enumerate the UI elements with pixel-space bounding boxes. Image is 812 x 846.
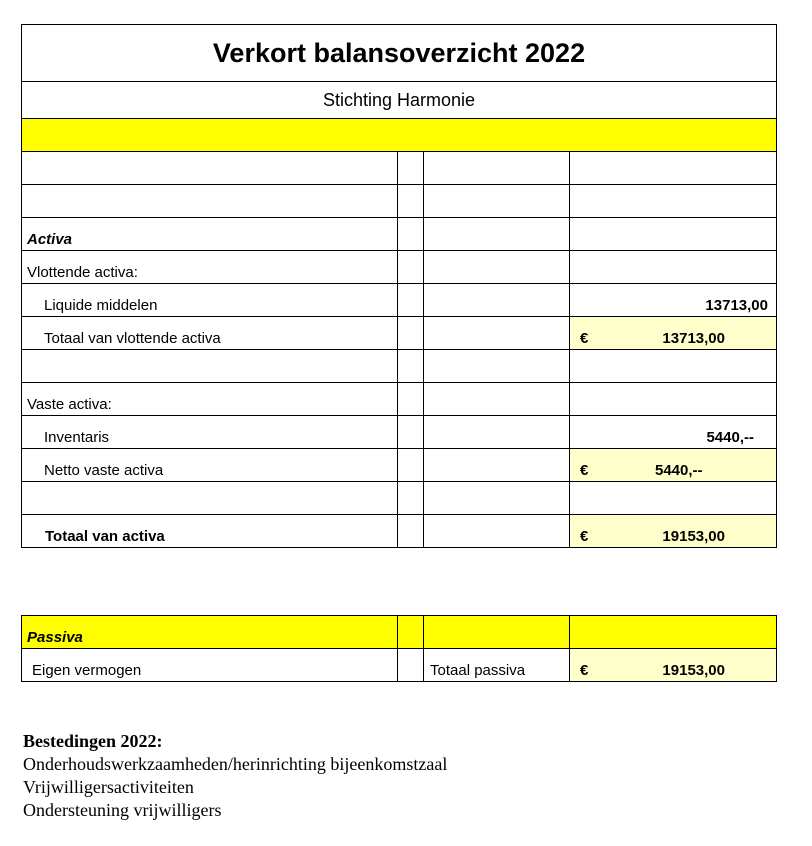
bestedingen-section xyxy=(23,730,447,822)
balance-table xyxy=(21,24,777,548)
table-row xyxy=(22,251,777,284)
table-row xyxy=(22,185,777,218)
passiva-heading: Passiva xyxy=(22,616,398,649)
totaal-vlottende-activa-label: Totaal van vlottende activa xyxy=(22,317,398,350)
totaal-passiva-value: 19153,00 xyxy=(662,662,725,679)
euro-sign: € xyxy=(580,330,589,347)
list-item: Onderhoudswerkzaamheden/herinrichting bijeenkomstzaal xyxy=(23,754,448,774)
liquide-middelen-label: Liquide middelen xyxy=(22,284,398,317)
vaste-activa-label: Vaste activa: xyxy=(22,383,398,416)
table-row xyxy=(22,616,777,649)
table-row xyxy=(22,350,777,383)
totaal-activa-amount xyxy=(570,515,777,548)
table-row xyxy=(22,218,777,251)
table-row xyxy=(22,284,777,317)
organization-name: Stichting Harmonie xyxy=(22,82,777,119)
table-row xyxy=(22,152,777,185)
netto-vaste-activa-amount xyxy=(570,449,777,482)
euro-sign: € xyxy=(580,462,589,479)
passiva-table xyxy=(21,615,777,682)
yellow-band xyxy=(22,119,777,152)
totaal-activa-value: 19153,00 xyxy=(662,528,725,545)
table-row xyxy=(22,515,777,548)
page-title: Verkort balansoverzicht 2022 xyxy=(22,25,777,82)
bestedingen-heading: Bestedingen 2022: xyxy=(23,731,163,751)
euro-sign: € xyxy=(580,662,589,679)
table-row xyxy=(22,649,777,682)
table-row xyxy=(22,416,777,449)
euro-sign: € xyxy=(580,528,589,545)
table-row xyxy=(22,449,777,482)
table-row xyxy=(22,383,777,416)
totaal-vlottende-activa-amount xyxy=(570,317,777,350)
netto-vaste-activa-label: Netto vaste activa xyxy=(22,449,398,482)
totaal-activa-label: Totaal van activa xyxy=(22,515,398,548)
liquide-middelen-value: 13713,00 xyxy=(570,284,777,317)
inventaris-value: 5440,-- xyxy=(570,416,777,449)
table-row xyxy=(22,317,777,350)
totaal-passiva-amount xyxy=(570,649,777,682)
list-item: Ondersteuning vrijwilligers xyxy=(23,800,222,820)
activa-heading: Activa xyxy=(22,218,398,251)
table-row xyxy=(22,482,777,515)
netto-vaste-activa-value: 5440,-- xyxy=(655,462,703,479)
inventaris-label: Inventaris xyxy=(22,416,398,449)
totaal-passiva-label: Totaal passiva xyxy=(424,649,570,682)
vlottende-activa-label: Vlottende activa: xyxy=(22,251,398,284)
list-item: Vrijwilligersactiviteiten xyxy=(23,777,194,797)
eigen-vermogen-label: Eigen vermogen xyxy=(22,649,398,682)
totaal-vlottende-activa-value: 13713,00 xyxy=(662,330,725,347)
